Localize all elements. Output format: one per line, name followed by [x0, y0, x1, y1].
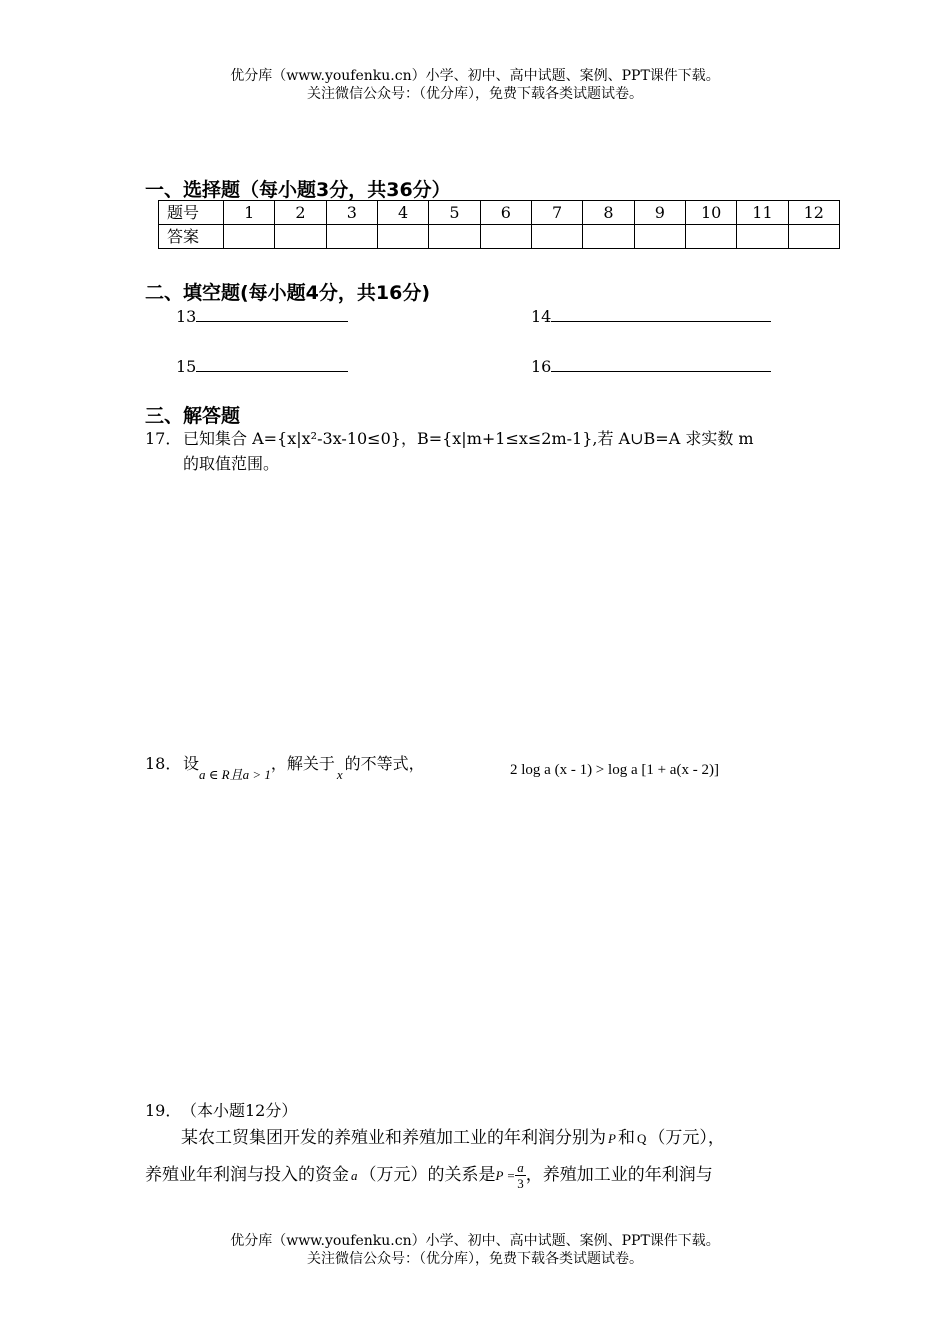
q19-and: 和	[617, 1128, 635, 1148]
answer-cell[interactable]	[326, 225, 377, 249]
fill-blank-14[interactable]	[531, 305, 771, 326]
number-row-label: 题号	[159, 201, 224, 225]
fill-blank-line[interactable]	[196, 355, 348, 372]
answer-cell[interactable]	[531, 225, 582, 249]
question-number-cell: 7	[531, 201, 582, 225]
fill-blank-number: 15	[176, 357, 197, 376]
fill-blank-15[interactable]	[176, 355, 348, 376]
answer-row-label: 答案	[159, 225, 224, 249]
section2-title: 二、填空题(每小题4分，共16分)	[145, 282, 431, 304]
answer-cell[interactable]	[429, 225, 480, 249]
question-19-number: 19．	[145, 1101, 182, 1120]
fill-blank-line[interactable]	[196, 305, 348, 322]
answer-table-answer-row	[159, 225, 840, 249]
question-number-cell: 10	[685, 201, 736, 225]
section1-title: 一、选择题（每小题3分，共36分）	[145, 179, 451, 201]
q19-line1-text-a: 某农工贸集团开发的养殖业和养殖加工业的年利润分别为	[181, 1128, 606, 1148]
q18-variable: x	[336, 767, 343, 782]
q19-line2-text-a: 养殖业年利润与投入的资金	[145, 1165, 349, 1185]
question-17-text-line-2: 的取值范围。	[183, 454, 280, 473]
answer-cell[interactable]	[377, 225, 428, 249]
q19-fraction	[515, 1160, 526, 1191]
answer-cell[interactable]	[480, 225, 531, 249]
question-number-cell: 8	[583, 201, 634, 225]
section3-title: 三、解答题	[145, 405, 241, 427]
answer-cell[interactable]	[224, 225, 275, 249]
answer-cell[interactable]	[788, 225, 839, 249]
answer-table	[158, 200, 840, 249]
question-18-text	[183, 752, 425, 782]
fill-blank-13[interactable]	[176, 305, 348, 326]
fill-blank-number: 13	[176, 307, 197, 326]
q18-mid: ，解关于	[270, 754, 335, 773]
answer-cell[interactable]	[275, 225, 326, 249]
q19-fraction-numerator: a	[517, 1160, 524, 1175]
question-number-cell: 12	[788, 201, 839, 225]
header-line-1: 优分库（www.youfenku.cn）小学、初中、高中试题、案例、PPT课件下载。	[230, 68, 720, 84]
question-number-cell: 4	[377, 201, 428, 225]
q19-line1-text-b: （万元），	[648, 1128, 725, 1148]
q19-Q-symbol: Q	[636, 1131, 647, 1146]
q19-line2-text-c: ，养殖加工业的年利润与	[525, 1165, 713, 1185]
question-19-line-2	[145, 1160, 713, 1191]
answer-cell[interactable]	[583, 225, 634, 249]
q19-fraction-denominator: 3	[517, 1176, 524, 1191]
question-18-number: 18．	[145, 754, 182, 773]
q18-suffix: 的不等式，	[344, 754, 425, 773]
question-number-cell: 1	[224, 201, 275, 225]
question-17-number: 17．	[145, 429, 182, 448]
fill-blank-line[interactable]	[551, 355, 771, 372]
q19-P-symbol: P	[608, 1131, 616, 1146]
question-18-inequality: 2 log a (x - 1) > log a [1 + a(x - 2)]	[510, 762, 719, 778]
question-17-text-line-1: 已知集合 A={x|x²-3x-10≤0}，B={x|m+1≤x≤2m-1},若 A∪B=A 求实数 m	[183, 429, 754, 448]
question-number-cell: 9	[634, 201, 685, 225]
question-number-cell: 5	[429, 201, 480, 225]
answer-cell[interactable]	[685, 225, 736, 249]
footer-line-2: 关注微信公众号：（优分库），免费下载各类试题试卷。	[307, 1251, 643, 1267]
q18-prefix: 设	[183, 754, 200, 773]
question-number-cell: 2	[275, 201, 326, 225]
question-19-points: （本小题12分）	[181, 1101, 298, 1120]
q19-formula-lhs: P =	[495, 1168, 516, 1183]
answer-table-number-row	[159, 201, 840, 225]
q19-a-symbol: a	[351, 1168, 358, 1183]
question-number-cell: 11	[737, 201, 788, 225]
header-line-2: 关注微信公众号：（优分库），免费下载各类试题试卷。	[307, 86, 643, 102]
question-19-line-1	[181, 1126, 725, 1151]
answer-cell[interactable]	[634, 225, 685, 249]
fill-blank-number: 16	[531, 357, 552, 376]
q19-line2-text-b: （万元）的关系是	[359, 1165, 496, 1185]
answer-cell[interactable]	[737, 225, 788, 249]
footer-line-1: 优分库（www.youfenku.cn）小学、初中、高中试题、案例、PPT课件下载。	[230, 1233, 720, 1249]
q18-condition-formula: a ∈ R且a > 1	[199, 767, 271, 782]
fill-blank-line[interactable]	[551, 305, 771, 322]
question-number-cell: 3	[326, 201, 377, 225]
fill-blank-16[interactable]	[531, 355, 771, 376]
question-number-cell: 6	[480, 201, 531, 225]
fill-blank-number: 14	[531, 307, 552, 326]
